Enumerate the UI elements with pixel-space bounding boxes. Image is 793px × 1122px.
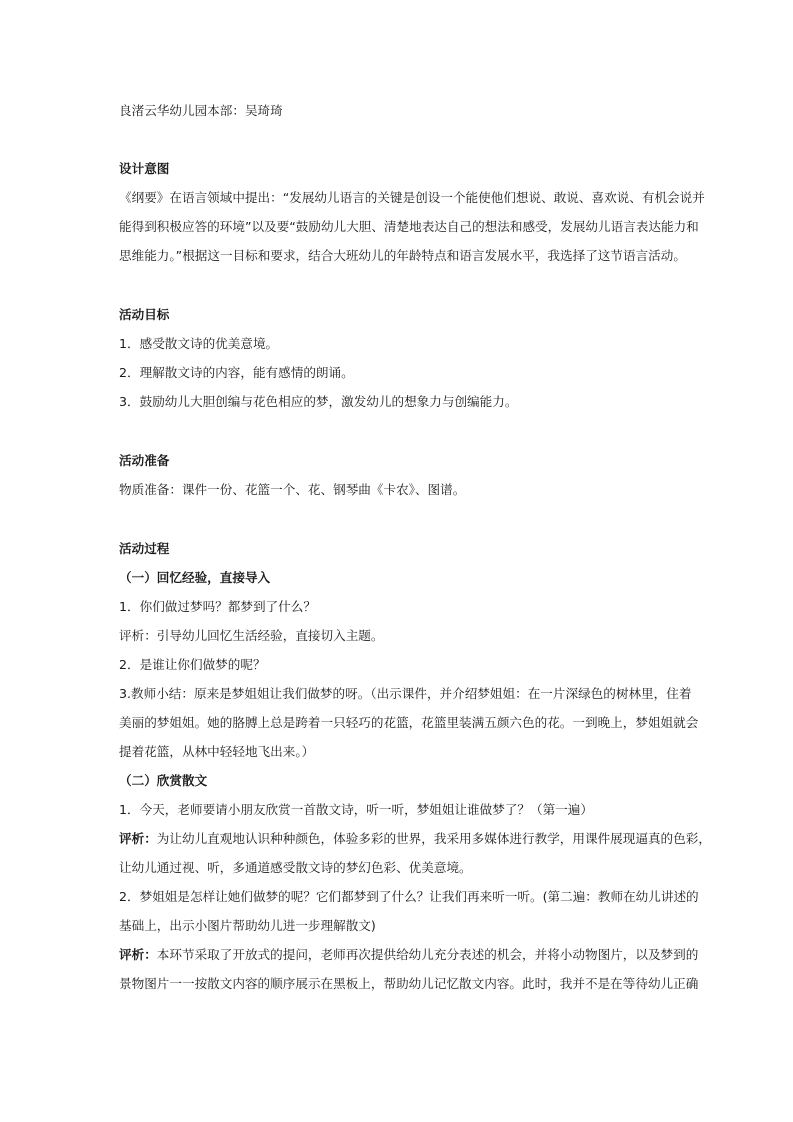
design-text-line: 思维能力。”根据这一目标和要求，结合大班幼儿的年龄特点和语言发展水平，我选择了这节语言活动。	[119, 248, 686, 263]
process-summary-line: 提着花篮，从林中轻轻地飞出来。）	[119, 744, 315, 759]
comment-label: 评析：	[119, 831, 157, 846]
process-comment: 评析：引导幼儿回忆生活经验，直接切入主题。	[119, 628, 384, 643]
process-heading: 活动过程	[119, 541, 170, 556]
process-question-line: 2．梦姐姐是怎样让她们做梦的呢？它们都梦到了什么？让我们再来听一听。(第二遍：教师在幼儿讲述的	[119, 889, 699, 904]
design-text-line: 能得到积极应答的环境”以及要“鼓励幼儿大胆、清楚地表达自己的想法和感受，发展幼儿语言表达能力和	[119, 219, 699, 234]
process-summary-line: 3.教师小结：原来是梦姐姐让我们做梦的呀。（出示课件，并介绍梦姐姐：在一片深绿色的树林里，住着	[119, 686, 692, 701]
process-question-line: 基础上，出示小图片帮助幼儿进一步理解散文)	[119, 918, 376, 933]
design-text-line: 《纲要》在语言领域中提出：“发展幼儿语言的关键是创设一个能使他们想说、敢说、喜欢说、有机会说并	[119, 190, 705, 205]
design-heading: 设计意图	[119, 161, 170, 176]
process-question: 2．是谁让你们做梦的呢？	[119, 657, 266, 672]
goal-item: 2．理解散文诗的内容，能有感情的朗诵。	[119, 365, 354, 380]
process-question: 1．你们做过梦吗？都梦到了什么？	[119, 599, 316, 614]
process-part1-title: （一）回忆经验，直接导入	[119, 570, 271, 585]
process-question: 1．今天，老师要请小朋友欣赏一首散文诗，听一听，梦姐姐让谁做梦了？（第一遍）	[119, 802, 593, 817]
process-part2-title: （二）欣赏散文	[119, 773, 208, 788]
goal-item: 1．感受散文诗的优美意境。	[119, 336, 279, 351]
comment-text: 本环节采取了开放式的提问，老师再次提供给幼儿充分表述的机会，并将小动物图片，以及梦到的	[156, 947, 699, 962]
goals-heading: 活动目标	[119, 307, 170, 322]
author-line: 良渚云华幼儿园本部：吴琦琦	[119, 103, 283, 118]
comment-text: 为让幼儿直观地认识种种颜色，体验多彩的世界，我采用多媒体进行教学，用课件展现逼真的色彩，	[156, 831, 711, 846]
comment-label: 评析：	[119, 947, 157, 962]
process-summary-line: 美丽的梦姐姐。她的胳膊上总是跨着一只轻巧的花篮，花篮里装满五颜六色的花。一到晚上，梦姐姐就会	[119, 715, 699, 730]
process-comment-line: 让幼儿通过视、听，多通道感受散文诗的梦幻色彩、优美意境。	[119, 860, 472, 875]
process-comment	[119, 946, 698, 964]
process-comment	[119, 830, 711, 848]
goal-item: 3．鼓励幼儿大胆创编与花色相应的梦，激发幼儿的想象力与创编能力。	[119, 394, 518, 409]
prep-heading: 活动准备	[119, 453, 170, 468]
process-comment-line: 景物图片一一按散文内容的顺序展示在黑板上，帮助幼儿记忆散文内容。此时，我并不是在等待幼儿正确	[119, 976, 699, 991]
prep-text: 物质准备：课件一份、花篮一个、花、钢琴曲《卡农》、图谱。	[119, 482, 466, 497]
